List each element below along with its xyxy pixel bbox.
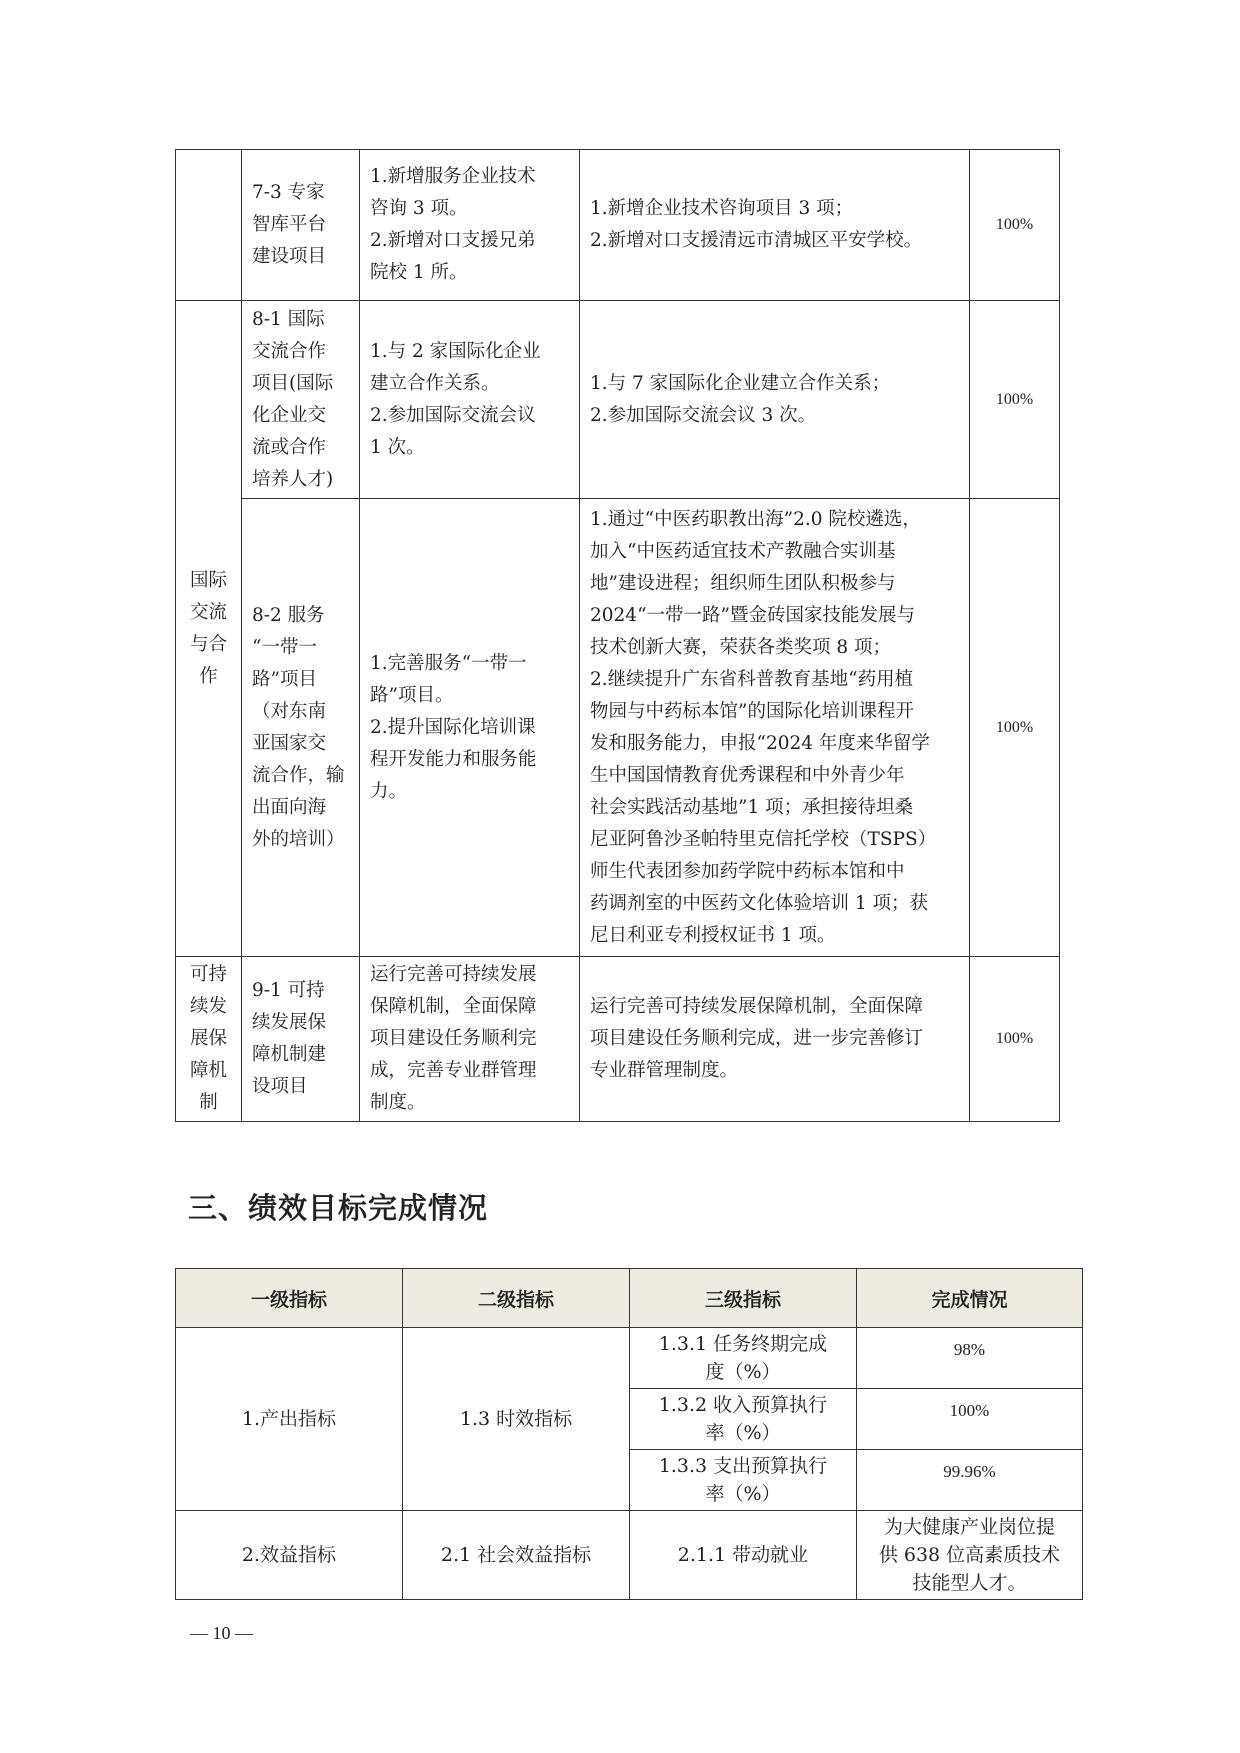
level3-cell: 1.3.1 任务终期完成 度（%） [630, 1328, 857, 1389]
header-completion: 完成情况 [857, 1269, 1083, 1328]
target-cell: 1.新增服务企业技术 咨询 3 项。 2.新增对口支援兄弟 院校 1 所。 [360, 150, 580, 301]
completion-value: 98% [857, 1328, 1083, 1389]
header-level3: 三级指标 [630, 1269, 857, 1328]
completion-cell: 1.新增企业技术咨询项目 3 项； 2.新增对口支援清远市清城区平安学校。 [580, 150, 970, 301]
category-cell [176, 150, 242, 301]
table-row [176, 150, 1060, 301]
target-cell: 运行完善可持续发展 保障机制，全面保障 项目建设任务顺利完 成，完善专业群管理 制度。 [360, 957, 580, 1122]
page-number: — 10 — [190, 1623, 253, 1643]
completion-value: 100% [857, 1389, 1083, 1450]
table-header-row [176, 1269, 1083, 1328]
category-cell: 可持 续发 展保 障机 制 [176, 957, 242, 1122]
project-cell: 9-1 可持 续发展保 障机制建 设项目 [242, 957, 360, 1122]
project-cell: 8-2 服务 “一带一 路”项目 （对东南 亚国家交 流合作，输 出面向海 外的培训） [242, 499, 360, 957]
completion-rate: 100% [970, 499, 1060, 957]
project-cell: 7-3 专家 智库平台 建设项目 [242, 150, 360, 301]
level1-cell: 2.效益指标 [176, 1511, 403, 1600]
table-row [176, 1328, 1083, 1389]
completion-cell: 1.通过“中医药职教出海”2.0 院校遴选， 加入“中医药适宜技术产教融合实训基 地”建设进程；组织师生团队积极参与 2024“一带一路”暨金砖国家技能发展与 技术创新大赛，荣获各类奖项 8 项； 2.继续提升广东省科普教育基地“药用植 物园与中药标本馆”的国际化培训课程开 发和服务能力，申报“2024 年度来华留学 生中国国情教育优秀课程和中外青少年 社会实践活动基地”1 项；承担接待坦桑 尼亚阿鲁沙圣帕特里克信托学校（TSPS） 师生代表团参加药学院中药标本馆和中 药调剂室的中医药文化体验培训 1 项；获 尼日利亚专利授权证书 1 项。 [580, 499, 970, 957]
level2-cell: 2.1 社会效益指标 [403, 1511, 630, 1600]
completion-cell: 运行完善可持续发展保障机制，全面保障 项目建设任务顺利完成，进一步完善修订 专业群管理制度。 [580, 957, 970, 1122]
category-cell: 国际 交流 与合 作 [176, 301, 242, 957]
completion-rate: 100% [970, 301, 1060, 499]
section-heading: 三、绩效目标完成情况 [188, 1191, 489, 1225]
level1-cell: 1.产出指标 [176, 1328, 403, 1511]
target-cell: 1.完善服务“一带一 路”项目。 2.提升国际化培训课 程开发能力和服务能 力。 [360, 499, 580, 957]
table-row [176, 301, 1060, 499]
header-level2: 二级指标 [403, 1269, 630, 1328]
completion-rate: 100% [970, 150, 1060, 301]
completion-value: 为大健康产业岗位提 供 638 位高素质技术 技能型人才。 [857, 1511, 1083, 1600]
completion-value: 99.96% [857, 1450, 1083, 1511]
table-row [176, 1511, 1083, 1600]
project-cell: 8-1 国际 交流合作 项目(国际 化企业交 流或合作 培养人才) [242, 301, 360, 499]
project-progress-table [175, 149, 1060, 1122]
level3-cell: 2.1.1 带动就业 [630, 1511, 857, 1600]
table-row [176, 499, 1060, 957]
level3-cell: 1.3.3 支出预算执行 率（%） [630, 1450, 857, 1511]
target-cell: 1.与 2 家国际化企业 建立合作关系。 2.参加国际交流会议 1 次。 [360, 301, 580, 499]
level2-cell: 1.3 时效指标 [403, 1328, 630, 1511]
completion-cell: 1.与 7 家国际化企业建立合作关系； 2.参加国际交流会议 3 次。 [580, 301, 970, 499]
level3-cell: 1.3.2 收入预算执行 率（%） [630, 1389, 857, 1450]
performance-target-table [175, 1268, 1083, 1600]
header-level1: 一级指标 [176, 1269, 403, 1328]
completion-rate: 100% [970, 957, 1060, 1122]
table-row [176, 957, 1060, 1122]
